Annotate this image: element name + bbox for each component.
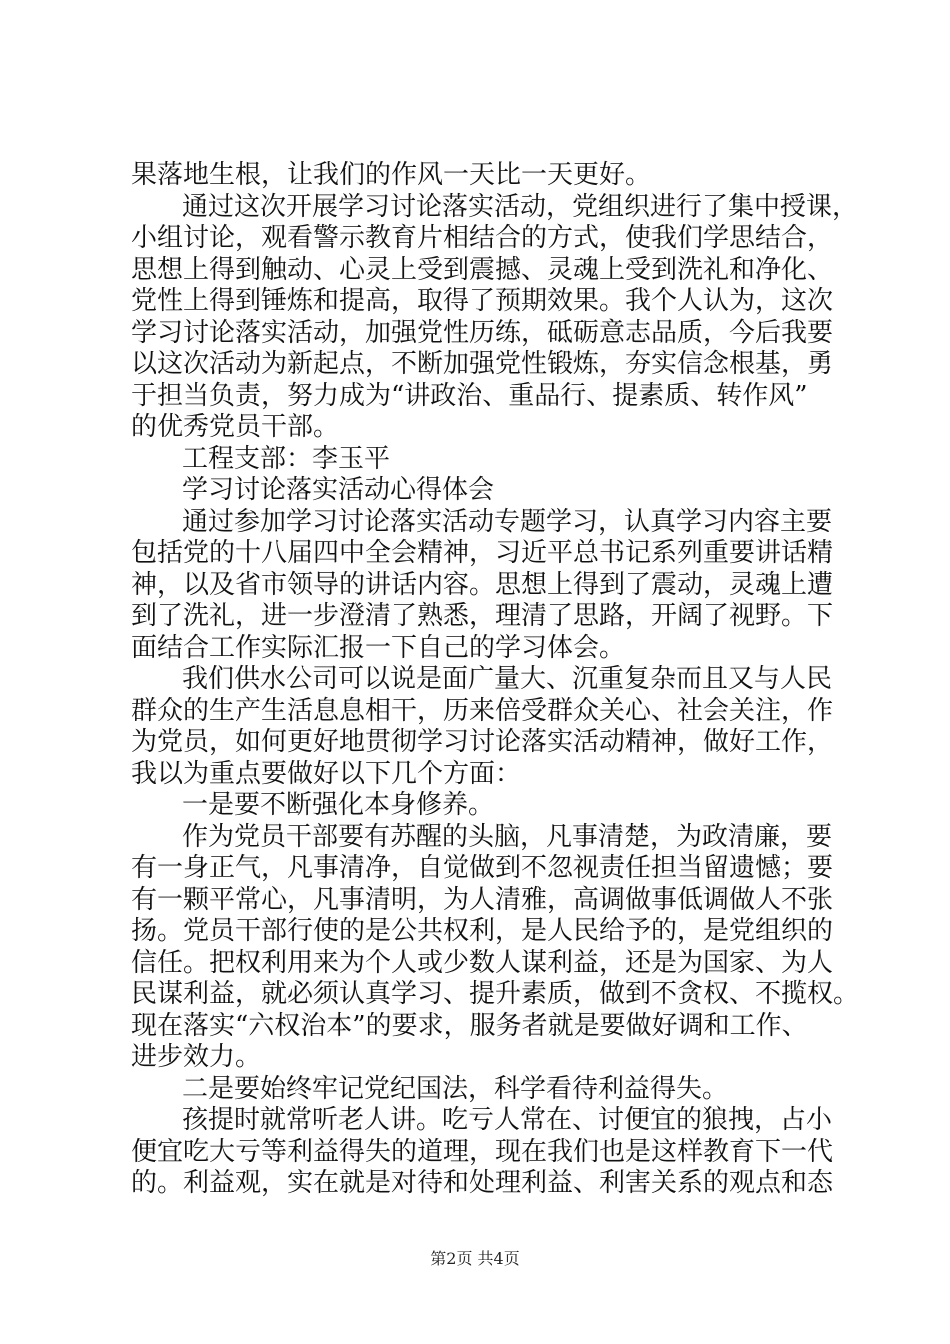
text-line: 学习讨论落实活动心得体会 (182, 475, 495, 505)
text-line: 我以为重点要做好以下几个方面： (131, 758, 522, 789)
text-line: 扬。党员干部行使的是公共权利，是人民给予的，是党组织的 (131, 916, 834, 946)
document-body (131, 160, 860, 1200)
text-line: 信任。把权利用来为个人或少数人谋利益，还是为国家、为人 (131, 947, 834, 978)
text-line: 到了洗礼，进一步澄清了熟悉，理清了思路，开阔了视野。下 (131, 601, 834, 631)
text-line: 现在落实“六权治本”的要求，服务者就是要做好调和工作、 (131, 1010, 808, 1041)
text-line: 有一身正气，凡事清净，自觉做到不忽视责任担当留遗憾；要 (131, 853, 834, 883)
text-line: 工程支部：李玉平 (182, 443, 391, 474)
text-line: 通过参加学习讨论落实活动专题学习，认真学习内容主要 (182, 506, 833, 537)
text-line: 一是要不断强化本身修养。 (182, 790, 495, 820)
text-line: 群众的生产生活息息相干，历来倍受群众关心、社会关注，作 (131, 695, 834, 726)
text-line: 便宜吃大亏等利益得失的道理，现在我们也是这样教育下一代 (131, 1136, 834, 1167)
text-line: 二是要始终牢记党纪国法，科学看待利益得失。 (182, 1073, 729, 1104)
text-line: 进步效力。 (131, 1042, 262, 1072)
text-line: 包括党的十八届四中全会精神，习近平总书记系列重要讲话精 (131, 538, 834, 568)
text-line: 为党员，如何更好地贯彻学习讨论落实活动精神，做好工作， (131, 727, 834, 757)
text-line: 果落地生根，让我们的作风一天比一天更好。 (131, 160, 652, 190)
text-line: 的。利益观，实在就是对待和处理利益、利害关系的观点和态 (131, 1168, 834, 1198)
text-line: 以这次活动为新起点，不断加强党性锻炼，夯实信念根基，勇 (131, 349, 834, 379)
page-footer: 第2页 共4页 (430, 1249, 520, 1268)
text-line: 思想上得到触动、心灵上受到震撼、灵魂上受到洗礼和净化、 (131, 254, 834, 285)
text-line: 小组讨论，观看警示教育片相结合的方式，使我们学思结合， (131, 223, 834, 253)
text-line: 孩提时就常听老人讲。吃亏人常在、讨便宜的狼拽，占小 (182, 1105, 833, 1135)
text-line: 有一颗平常心，凡事清明，为人清雅，高调做事低调做人不张 (131, 884, 834, 915)
text-line: 民谋利益，就必须认真学习、提升素质，做到不贪权、不揽权。 (131, 979, 860, 1009)
text-line: 学习讨论落实活动，加强党性历练，砥砺意志品质，今后我要 (131, 317, 834, 348)
text-line: 党性上得到锤炼和提高，取得了预期效果。我个人认为，这次 (131, 286, 834, 316)
text-line: 作为党员干部要有苏醒的头脑，凡事清楚，为政清廉，要 (182, 821, 833, 852)
text-line: 面结合工作实际汇报一下自己的学习体会。 (131, 632, 626, 663)
text-line: 通过这次开展学习讨论落实活动，党组织进行了集中授课， (182, 191, 859, 222)
text-line: 我们供水公司可以说是面广量大、沉重复杂而且又与人民 (182, 664, 833, 694)
text-line: 神，以及省市领导的讲话内容。思想上得到了震动，灵魂上遭 (131, 569, 834, 600)
text-line: 于担当负责，努力成为“讲政治、重品行、提素质、转作风” (131, 380, 808, 411)
text-line: 的优秀党员干部。 (131, 412, 340, 442)
